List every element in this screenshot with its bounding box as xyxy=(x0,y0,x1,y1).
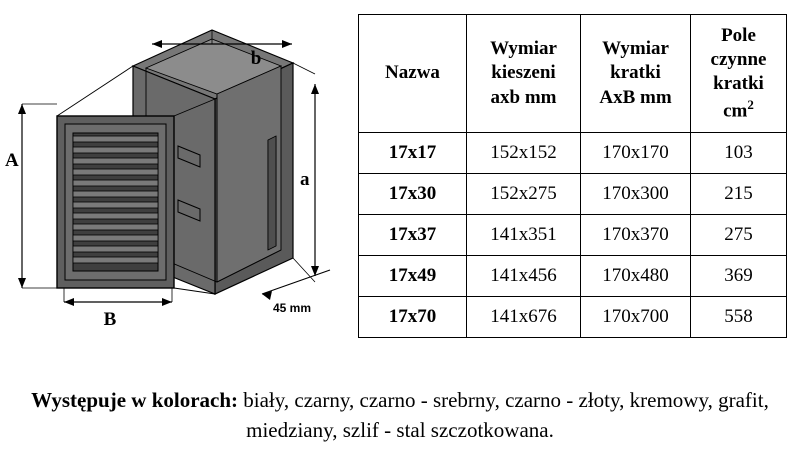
drawing-svg xyxy=(0,0,355,370)
table-header-area-superscript: 2 xyxy=(747,96,754,112)
table-header-area xyxy=(691,15,787,133)
cell-grate: 170x370 xyxy=(581,215,691,256)
cell-area: 558 xyxy=(691,297,787,338)
table-row xyxy=(359,297,787,338)
cell-grate: 170x170 xyxy=(581,133,691,174)
dimension-depth-45mm xyxy=(262,270,330,315)
cell-name: 17x49 xyxy=(359,256,467,297)
product-technical-drawing xyxy=(0,0,355,370)
cell-pocket: 141x351 xyxy=(467,215,581,256)
cell-name: 17x37 xyxy=(359,215,467,256)
dimension-B xyxy=(64,288,172,330)
table-header-grate-line-3: AxB mm xyxy=(599,86,672,108)
cell-area: 215 xyxy=(691,174,787,215)
cell-pocket: 141x676 xyxy=(467,297,581,338)
table-body xyxy=(359,133,787,338)
table-header-pocket-line-1: Wymiar xyxy=(490,38,557,60)
table-row xyxy=(359,174,787,215)
table-header-name xyxy=(359,15,467,133)
cell-name: 17x70 xyxy=(359,297,467,338)
cell-area: 103 xyxy=(691,133,787,174)
table-row xyxy=(359,215,787,256)
dimension-label-A: A xyxy=(5,150,19,171)
dimension-label-45mm: 45 mm xyxy=(272,301,312,315)
table-row xyxy=(359,133,787,174)
dimension-A xyxy=(5,104,57,288)
cell-grate: 170x300 xyxy=(581,174,691,215)
table-header-area-line-2: czynne xyxy=(710,49,767,71)
cell-pocket: 152x152 xyxy=(467,133,581,174)
cell-grate: 170x700 xyxy=(581,297,691,338)
dimension-label-B: B xyxy=(103,309,117,330)
table-header-area-line-1: Pole xyxy=(721,24,756,46)
table-header-pocket-line-2: kieszeni xyxy=(491,62,556,84)
dimension-label-b: b xyxy=(250,48,262,69)
table-header-grate-line-2: kratki xyxy=(610,62,661,84)
colors-note-label: Występuje w kolorach: xyxy=(31,388,239,412)
dimension-a xyxy=(293,63,319,282)
table-header-area-line-4: cm xyxy=(723,99,748,121)
cell-name: 17x17 xyxy=(359,133,467,174)
available-colors-note xyxy=(18,386,782,446)
table-header-grate-line-1: Wymiar xyxy=(602,38,669,60)
specification-table xyxy=(358,14,787,338)
cell-name: 17x30 xyxy=(359,174,467,215)
dimension-label-a: a xyxy=(300,169,310,190)
table-header-name-line-1: Nazwa xyxy=(385,62,440,84)
cell-pocket: 152x275 xyxy=(467,174,581,215)
colors-note-text: biały, czarny, czarno - srebrny, czarno - złoty, kremowy, grafit, miedziany, szlif - stal szczotkowana. xyxy=(238,388,769,442)
table-header-row xyxy=(359,15,787,133)
cell-grate: 170x480 xyxy=(581,256,691,297)
table-header-grate xyxy=(581,15,691,133)
table-header-area-line-3: kratki xyxy=(713,73,764,95)
cell-area: 369 xyxy=(691,256,787,297)
cell-pocket: 141x456 xyxy=(467,256,581,297)
table-header-pocket xyxy=(467,15,581,133)
table-header-pocket-line-3: axb mm xyxy=(490,86,557,108)
cell-area: 275 xyxy=(691,215,787,256)
table-row xyxy=(359,256,787,297)
